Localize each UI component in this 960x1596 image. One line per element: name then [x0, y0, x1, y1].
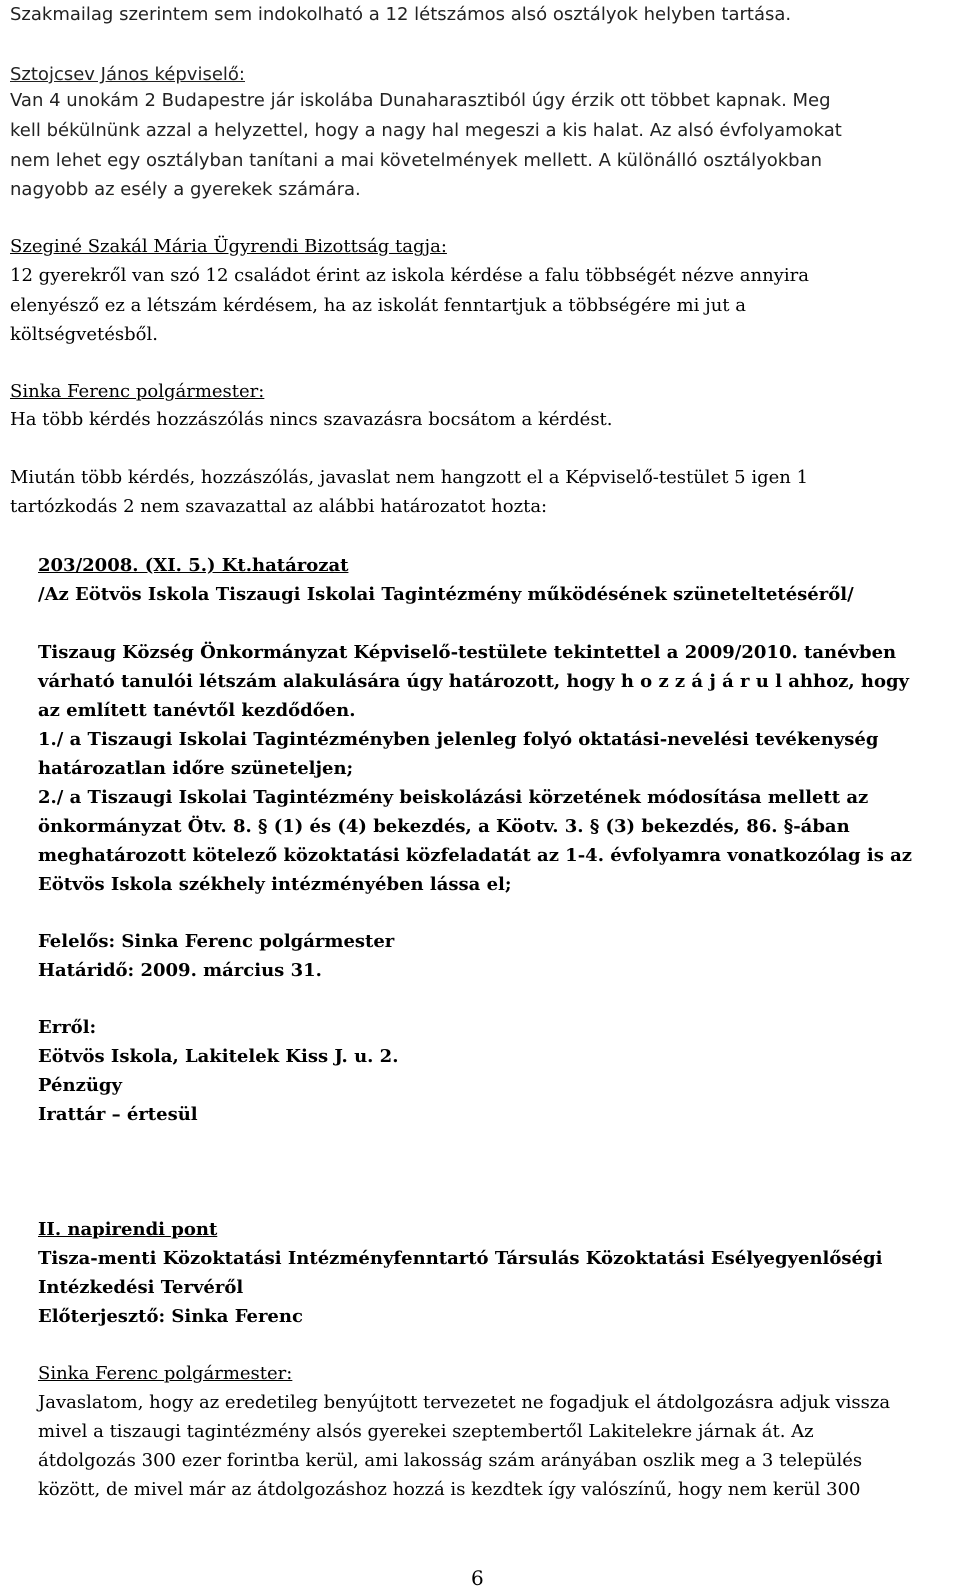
text-line: Eötvös Iskola, Lakitelek Kiss J. u. 2.: [38, 1046, 399, 1067]
text-line: tartózkodás 2 nem szavazattal az alábbi határozatot hozta:: [10, 496, 548, 517]
text-line: között, de mivel már az átdolgozáshoz hozzá is kezdtek így valószínű, hogy nem kerül 300: [38, 1479, 861, 1500]
text-line: Eötvös Iskola székhely intézményében lássa el;: [38, 874, 512, 895]
text-line: határozatlan időre szüneteljen;: [38, 758, 354, 779]
text-line: Tiszaug Község Önkormányzat Képviselő-testülete tekintettel a 2009/2010. tanévben: [38, 642, 897, 663]
text-line: Javaslatom, hogy az eredetileg benyújtott tervezetet ne fogadjuk el átdolgozásra adjuk vissza: [38, 1392, 891, 1413]
text-line: II. napirendi pont: [38, 1219, 218, 1240]
text-line: Felelős: Sinka Ferenc polgármester: [38, 931, 395, 952]
text-line: 1./ a Tiszaugi Iskolai Tagintézményben jelenleg folyó oktatási-nevelési tevékenység: [38, 729, 879, 750]
text-line: költségvetésből.: [10, 324, 158, 345]
text-line: Intézkedési Tervéről: [38, 1277, 244, 1298]
text-line: meghatározott kötelező közoktatási közfeladatát az 1-4. évfolyamra vonatkozólag is az: [38, 845, 913, 866]
text-line: Előterjesztő: Sinka Ferenc: [38, 1306, 303, 1327]
text-line: kell békülnünk azzal a helyzettel, hogy a nagy hal megeszi a kis halat. Az alsó évfolyamokat: [10, 120, 842, 141]
text-line: önkormányzat Ötv. 8. § (1) és (4) bekezdés, a Köotv. 3. § (3) bekezdés, 86. §-ában: [38, 816, 850, 837]
text-line: Szakmailag szerintem sem indokolható a 12 létszámos alsó osztályok helyben tartása.: [10, 4, 792, 25]
text-line: átdolgozás 300 ezer forintba kerül, ami lakosság szám arányában oszlik meg a 3 település: [38, 1450, 863, 1471]
text-line: Szeginé Szakál Mária Ügyrendi Bizottság tagja:: [10, 236, 447, 257]
text-line: nem lehet egy osztályban tanítani a mai követelmények mellett. A különálló osztályokban: [10, 150, 823, 171]
text-line: nagyobb az esély a gyerekek számára.: [10, 179, 361, 200]
text-line: Irattár – értesül: [38, 1104, 198, 1125]
text-line: Sinka Ferenc polgármester:: [10, 381, 265, 402]
text-line: Sztojcsev János képviselő:: [10, 64, 245, 85]
text-line: elenyésző ez a létszám kérdésem, ha az iskolát fenntartjuk a többségére mi jut a: [10, 295, 746, 316]
text-line: 2./ a Tiszaugi Iskolai Tagintézmény beiskolázási körzetének módosítása mellett az: [38, 787, 869, 808]
text-line: Sinka Ferenc polgármester:: [38, 1363, 293, 1384]
page-number: 6: [471, 1566, 484, 1590]
text-line: Tisza-menti Közoktatási Intézményfenntartó Társulás Közoktatási Esélyegyenlőségi: [38, 1248, 883, 1269]
text-line: 203/2008. (XI. 5.) Kt.határozat: [38, 555, 349, 576]
text-line: Ha több kérdés hozzászólás nincs szavazásra bocsátom a kérdést.: [10, 409, 613, 430]
text-line: mivel a tiszaugi tagintézmény alsós gyerekei szeptembertől Lakitelekre járnak át. Az: [38, 1421, 814, 1442]
text-line: 12 gyerekről van szó 12 családot érint az iskola kérdése a falu többségét nézve annyira: [10, 265, 809, 286]
text-line: Miután több kérdés, hozzászólás, javaslat nem hangzott el a Képviselő-testület 5 igen 1: [10, 467, 809, 488]
text-line: az említett tanévtől kezdődően.: [38, 700, 356, 721]
text-line: várható tanulói létszám alakulására úgy határozott, hogy h o z z á j á r u l ahhoz, hogy: [38, 671, 910, 692]
text-line: Erről:: [38, 1017, 97, 1038]
text-line: Van 4 unokám 2 Budapestre jár iskolába Dunaharasztiból úgy érzik ott többet kapnak. Meg: [10, 90, 831, 111]
text-line: Határidő: 2009. március 31.: [38, 960, 322, 981]
text-line: /Az Eötvös Iskola Tiszaugi Iskolai Tagintézmény működésének szüneteltetéséről/: [38, 584, 854, 605]
text-line: Pénzügy: [38, 1075, 122, 1096]
